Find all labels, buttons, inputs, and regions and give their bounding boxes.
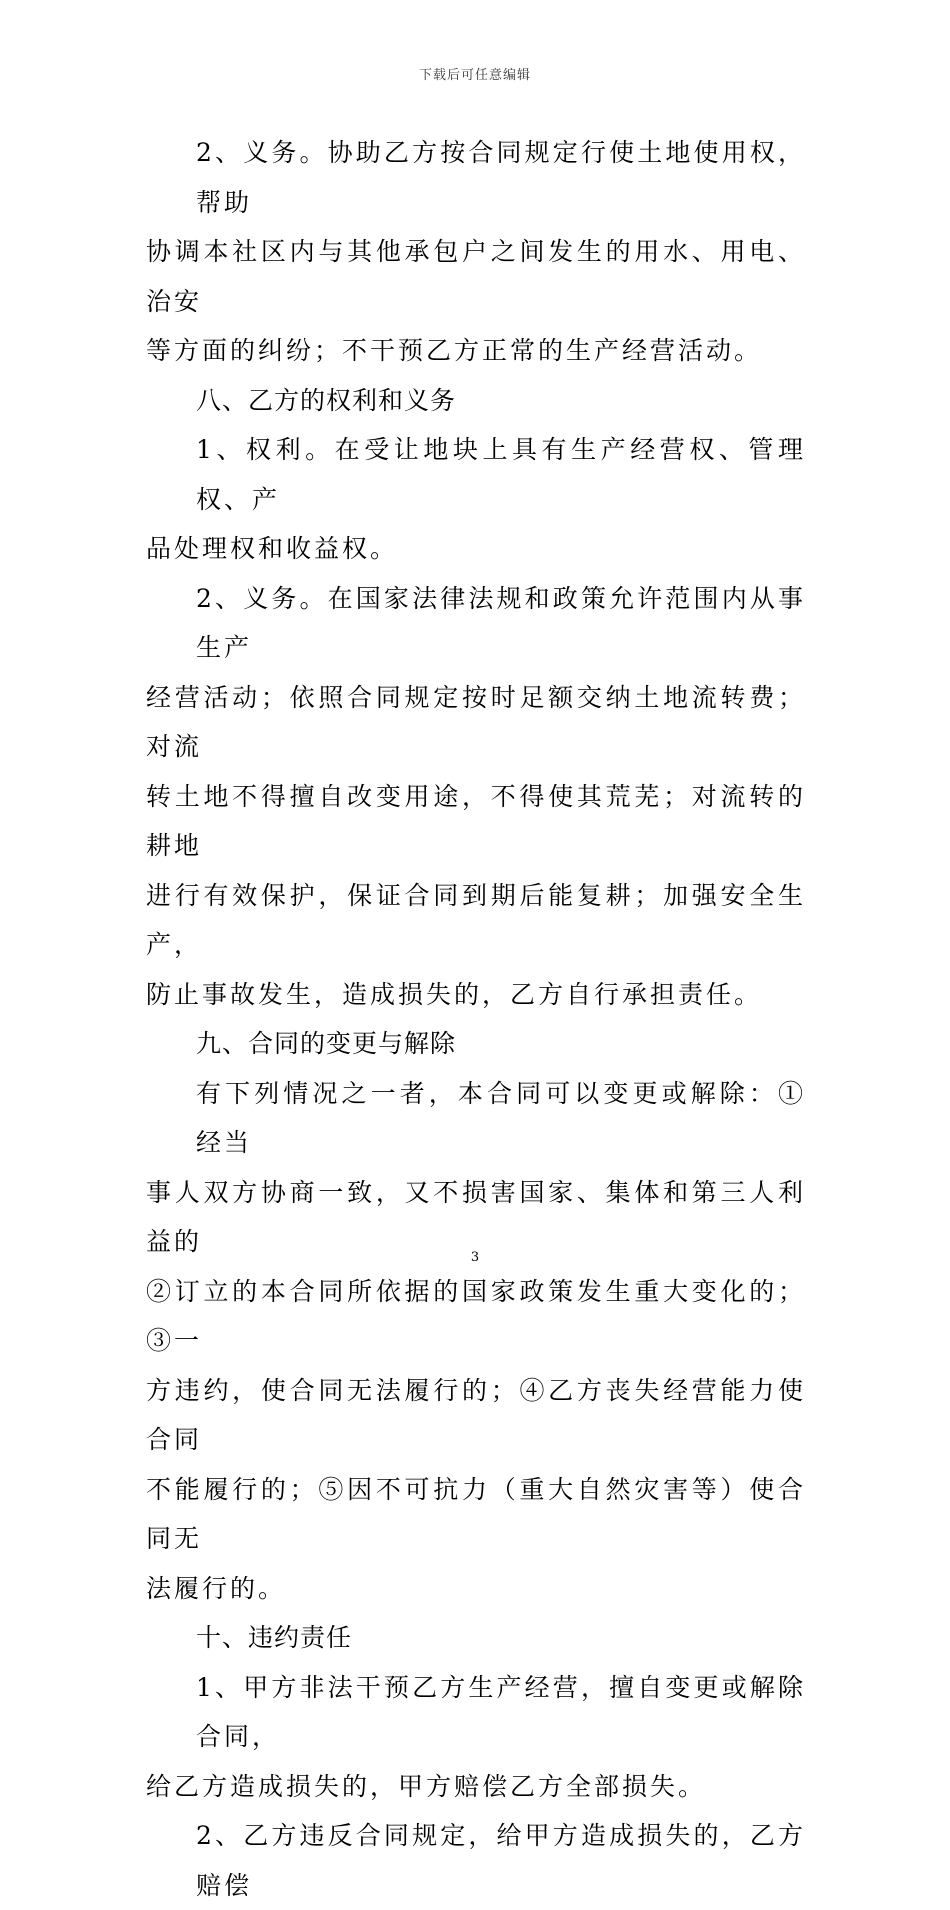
paragraph [146,425,806,574]
text-line: 2、乙方违反合同规定，给甲方造成损失的，乙方赔偿 [196,1821,806,1900]
text-line: ②订立的本合同所依据的国家政策发生重大变化的；③一 [146,1276,806,1355]
text-line: 经营活动；依照合同规定按时足额交纳土地流转费；对流 [146,682,806,761]
text-line: 品处理权和收益权。 [146,534,399,563]
text-line: 方违约，使合同无法履行的；④乙方丧失经营能力使合同 [146,1375,806,1454]
text-line: 给乙方造成损失的，甲方赔偿乙方全部损失。 [146,1771,707,1801]
text-line: 防止事故发生，造成损失的，乙方自行承担责任。 [146,979,763,1009]
text-line: 2、义务。协助乙方按合同规定行使土地使用权，帮助 [196,138,806,217]
paragraph [146,128,806,376]
text-line: 2、义务。在国家法律法规和政策允许范围内从事生产 [196,583,806,662]
text-line: 事人双方协商一致，又不损害国家、集体和第三人利益的 [146,1177,806,1256]
text-line: 不能履行的；⑤因不可抗力（重大自然灾害等）使合同无 [146,1474,806,1553]
section-heading: 九、合同的变更与解除 [196,1029,457,1058]
text-line: 进行有效保护，保证合同到期后能复耕；加强安全生产， [146,880,806,959]
document-body [146,128,806,1910]
text-line: 转土地不得擅自改变用途，不得使其荒芜；对流转的耕地 [146,781,806,860]
page-header: 下载后可任意编辑 [418,68,531,83]
section-heading: 八、乙方的权利和义务 [196,385,457,415]
text-line: 法履行的。 [146,1573,287,1603]
text-line: 1、权利。在受让地块上具有生产经营权、管理权、产 [196,435,806,514]
text-line: 协调本社区内与其他承包户之间发生的用水、用电、治安 [146,237,806,316]
paragraph [146,574,806,1020]
section-heading: 十、违约责任 [196,1623,353,1652]
paragraph [146,1663,806,1812]
text-line: 1、甲方非法干预乙方生产经营，擅自变更或解除合同， [196,1672,806,1751]
page-number: 3 [470,1250,480,1265]
text-line: 有下列情况之一者，本合同可以变更或解除：①经当 [196,1078,806,1157]
paragraph [146,1811,806,1910]
paragraph [146,1069,806,1614]
text-line: 等方面的纠纷；不干预乙方正常的生产经营活动。 [146,336,763,365]
